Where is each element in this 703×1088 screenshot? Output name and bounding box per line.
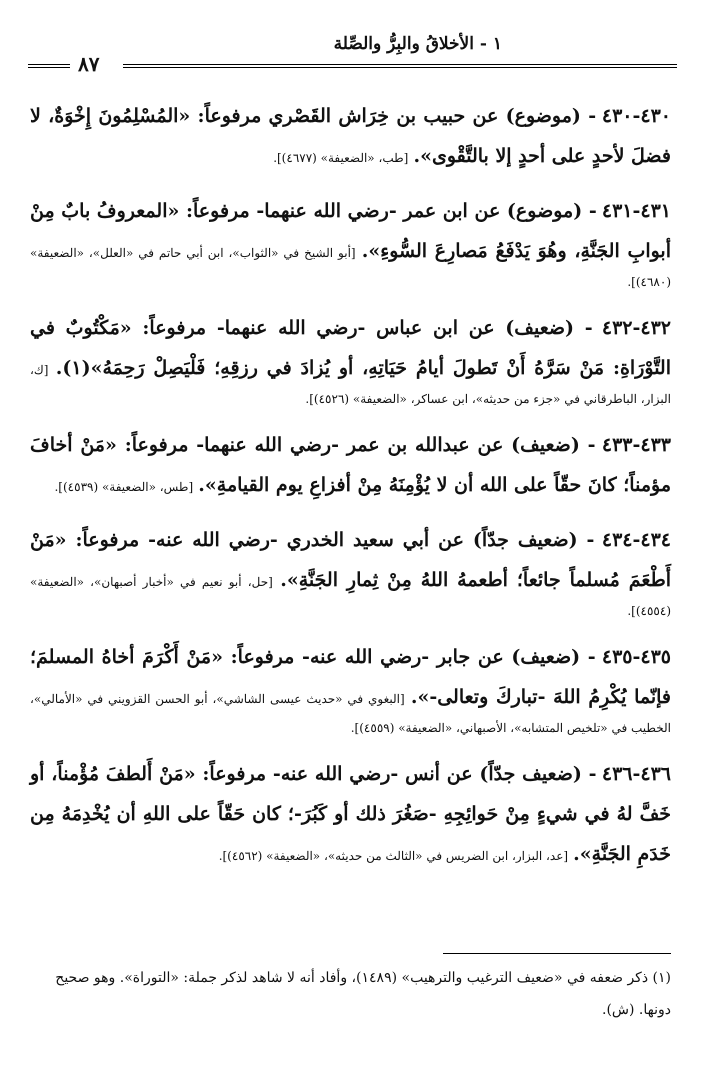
footnote-rule — [443, 953, 671, 954]
hadith-number: ٤٣٠-٤٣٠ — [601, 105, 671, 127]
hadith-text: - (موضوع) عن ابن عمر -رضي الله عنهما- مرفوعاً: «المعروفُ بابٌ مِنْ أبوابِ الجَنَّةِ، وهُوَ يَدْفَعُ مَصارِعَ السُّوءِ». — [30, 200, 671, 262]
hadith-text: - (ضعيف جدّاً) عن أنس -رضي الله عنه- مرفوعاً: «مَنْ أَلطفَ مُؤْمناً، أو خَفَّ لهُ في شيءٍ مِنْ حَوائِجِهِ -صَغُرَ ذلك أو كَبُرَ-؛ كان حَقّاً على اللهِ أن يُخْدِمَهُ مِن خَدَمِ الجَنَّةِ». — [30, 763, 671, 865]
hadith-entry — [30, 754, 671, 874]
footnote: (١) ذكر ضعفه في «ضعيف الترغيب والترهيب» (١٤٨٩)، وأفاد أنه لا شاهد لذكر جملة: «التوراة». وهو صحيح دونها. (ش). — [55, 970, 671, 1018]
hadith-number: ٤٣١-٤٣١ — [601, 200, 671, 222]
hadith-entry — [30, 520, 671, 622]
hadith-number: ٤٣٥-٤٣٥ — [601, 646, 671, 668]
hadith-text: - (ضعيف) عن عبدالله بن عمر -رضي الله عنهما- مرفوعاً: «مَنْ أخافَ مؤمناً؛ كانَ حقّاً على الله أن لا يُؤْمِنَهُ مِنْ أفزاعِ يوم القيامةِ». — [30, 434, 671, 496]
page-number: ٨٧ — [78, 52, 100, 76]
hadith-source: [ك، البزار، الباطرقاني في «جزء من حديثه»، ابن عساكر، «الضعيفة» (٤٥٢٦)]. — [30, 363, 671, 406]
hadith-source: [حل، أبو نعيم في «أخبار أصبهان»، «الضعيفة» (٤٥٥٤)]. — [30, 575, 671, 618]
hadith-source: [عد، البزار، ابن الضريس في «الثالث من حديثه»، «الضعيفة» (٤٥٦٢)]. — [218, 849, 569, 863]
hadith-entry — [30, 191, 671, 293]
header-rule-short — [28, 64, 70, 71]
page-header — [28, 30, 677, 74]
hadith-entry — [30, 425, 671, 505]
hadith-number: ٤٣٢-٤٣٢ — [601, 317, 671, 339]
hadith-source: [البغوي في «حديث عيسى الشاشي»، أبو الحسن القزويني في «الأمالي»، الخطيب في «تلخيص المتشابه»، الأصبهاني، «الضعيفة» (٤٥٥٩)]. — [30, 692, 671, 735]
hadith-text: - (ضعيف جدّاً) عن أبي سعيد الخدري -رضي الله عنه- مرفوعاً: «مَنْ أَطْعَمَ مُسلماً جائعاً؛ أطعمهُ اللهُ مِنْ ثِمارِ الجَنَّةِ». — [30, 529, 671, 591]
hadith-text: - (ضعيف) عن ابن عباس -رضي الله عنهما- مرفوعاً: «مَكْتُوبٌ في التَّوْرَاةِ: مَنْ سَرَّهُ أَنْ تَطولَ أيامُ حَيَاتِهِ، أو يُزادَ في رزقِهِ؛ فَلْيَصِلْ رَحِمَهُ»(١). — [30, 317, 671, 379]
hadith-number: ٤٣٦-٤٣٦ — [601, 763, 671, 785]
hadith-source: [طب، «الضعيفة» (٤٦٧٧)]. — [273, 151, 409, 165]
header-rule — [123, 64, 677, 71]
hadith-list — [30, 96, 671, 889]
hadith-text: - (موضوع) عن حبيب بن خِرَاش القَصْري مرفوعاً: «المُسْلِمُونَ إِخْوَةٌ، لا فضلَ لأحدٍ على أحدٍ إلا بالتَّقْوى». — [30, 105, 671, 167]
hadith-number: ٤٣٣-٤٣٣ — [601, 434, 671, 456]
hadith-text: - (ضعيف) عن جابر -رضي الله عنه- مرفوعاً: «مَنْ أَكْرَمَ أخاهُ المسلمَ؛ فإنّما يُكْرِمُ اللهَ -تباركَ وتعالى-». — [30, 646, 672, 708]
hadith-entry — [30, 96, 671, 176]
chapter-title: ١ - الأخلاقُ والبِرُّ والصِّلة — [333, 34, 502, 54]
hadith-number: ٤٣٤-٤٣٤ — [601, 529, 671, 551]
hadith-source: [أبو الشيخ في «الثواب»، ابن أبي حاتم في «العلل»، «الضعيفة» (٤٦٨٠)]. — [30, 246, 671, 289]
hadith-source: [طس، «الضعيفة» (٤٥٣٩)]. — [54, 480, 194, 494]
hadith-entry — [30, 308, 671, 410]
hadith-entry — [30, 637, 671, 739]
